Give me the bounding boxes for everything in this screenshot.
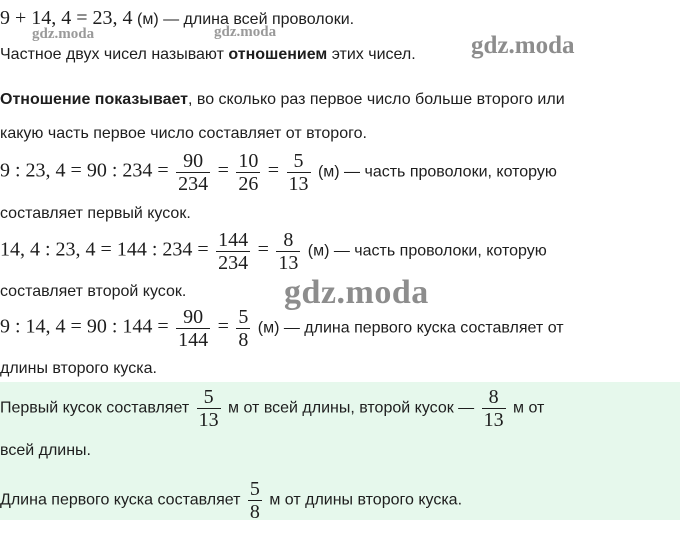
text: Длина первого куска составляет xyxy=(0,491,245,509)
denominator: 13 xyxy=(198,409,219,431)
equals-sign: = xyxy=(217,159,229,182)
text: Первый кусок составляет xyxy=(0,399,194,417)
text: этих чисел. xyxy=(327,46,416,63)
text: м от длины второго куска. xyxy=(264,491,463,509)
equals-sign: = xyxy=(257,238,269,261)
text: , во сколько раз первое число больше второго или xyxy=(188,91,565,108)
text: длины второго куска. xyxy=(0,360,157,377)
watermark-logo: gdz.moda xyxy=(214,24,277,40)
denominator: 234 xyxy=(218,252,249,274)
numerator: 5 xyxy=(249,478,260,500)
math-expression: 9 : 23, 4 = 90 : 234 = xyxy=(0,159,169,182)
denominator: 234 xyxy=(178,173,209,195)
line-ratio-meaning-cont xyxy=(0,124,367,144)
text: м от xyxy=(508,399,545,417)
text: м от всей длины, второй кусок — xyxy=(223,399,479,417)
text: (м) — часть проволоки, которую xyxy=(303,242,547,260)
fraction xyxy=(248,478,262,520)
line-first-piece-calc xyxy=(0,150,557,195)
numerator: 5 xyxy=(238,306,249,328)
answer-line-1 xyxy=(0,386,544,431)
math-expression: 14, 4 : 23, 4 = 144 : 234 = xyxy=(0,238,209,261)
numerator: 90 xyxy=(183,306,204,328)
fraction xyxy=(236,306,250,351)
numerator: 10 xyxy=(238,150,259,172)
text: (м) — длина первого куска составляет от xyxy=(253,319,564,337)
watermark-logo: gdz.moda xyxy=(471,32,575,59)
text: (м) — длина всей проволоки. xyxy=(132,11,355,28)
text: составляет второй кусок. xyxy=(0,283,187,300)
denominator: 8 xyxy=(248,500,262,520)
fraction xyxy=(236,150,260,195)
math-expression: 9 + 14, 4 = 23, 4 xyxy=(0,7,133,29)
line-second-piece-calc xyxy=(0,229,547,274)
denominator: 144 xyxy=(178,329,209,351)
equals-sign: = xyxy=(217,315,229,338)
fraction xyxy=(482,386,506,431)
line-ratio-meaning xyxy=(0,90,565,110)
fraction xyxy=(176,306,210,351)
denominator: 13 xyxy=(288,173,309,195)
denominator: 8 xyxy=(238,329,249,351)
numerator: 5 xyxy=(293,150,304,172)
denominator: 13 xyxy=(278,252,299,274)
denominator: 13 xyxy=(483,409,504,431)
text: Частное двух чисел называют xyxy=(0,46,229,63)
line-pieces-ratio-calc xyxy=(0,306,564,351)
line-pieces-ratio-cont xyxy=(0,359,157,379)
numerator: 8 xyxy=(283,229,294,251)
text: (м) — часть проволоки, которую xyxy=(313,163,557,181)
numerator: 90 xyxy=(183,150,204,172)
fraction xyxy=(287,150,311,195)
answer-line-3 xyxy=(0,478,462,520)
fraction xyxy=(216,229,250,274)
numerator: 8 xyxy=(488,386,499,408)
watermark-logo: gdz.moda xyxy=(284,274,429,311)
term-bold: отношением xyxy=(228,46,328,63)
watermark-logo: gdz.moda xyxy=(32,26,95,42)
answer-line-2 xyxy=(0,441,91,461)
text: всей длины. xyxy=(0,442,91,459)
equals-sign: = xyxy=(267,159,280,182)
numerator: 144 xyxy=(218,229,249,251)
text: составляет первый кусок. xyxy=(0,205,191,222)
line-first-piece-cont xyxy=(0,204,191,224)
denominator: 26 xyxy=(238,173,259,195)
fraction xyxy=(197,386,221,431)
line-second-piece-cont xyxy=(0,282,186,302)
fraction xyxy=(276,229,300,274)
text: какую часть первое число составляет от второго. xyxy=(0,125,367,142)
line-ratio-definition xyxy=(0,45,416,65)
numerator: 5 xyxy=(203,386,214,408)
term-bold: Отношение показывает xyxy=(0,91,188,108)
fraction xyxy=(176,150,210,195)
math-expression: 9 : 14, 4 = 90 : 144 = xyxy=(0,315,169,338)
